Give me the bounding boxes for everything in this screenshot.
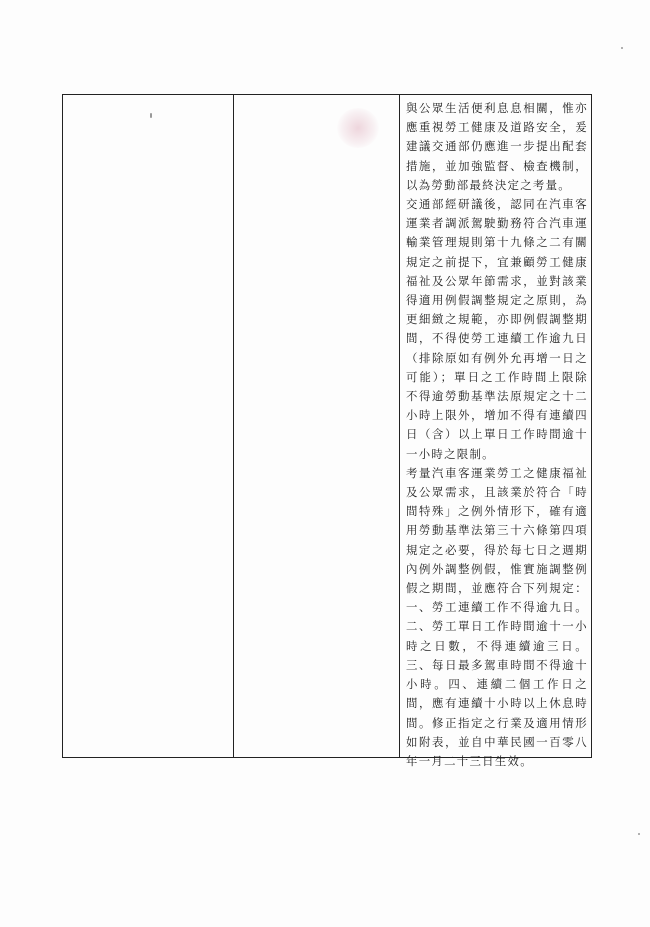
table-cell-middle <box>234 95 399 757</box>
scan-speck <box>621 47 623 49</box>
paragraph-explanation-1: 與公眾生活便利息息相關，惟亦應重視勞工健康及道路安全，爰建議交通部仍應進一步提出配套措施，並加強監督、檢查機制，以為勞動部最終決定之考量。 <box>406 101 588 192</box>
table-cell-left <box>63 95 233 757</box>
paragraph-explanation-3: 考量汽車客運業勞工之健康福祉及公眾需求，且該業於符合「時間特殊」之例外情形下，確有適用勞動基準法第三十六條第四項規定之必要，得於每七日之週期內例外調整例假，惟實施調整例假之期間，並應符合下列規定：一、勞工連續工作不得逾九日。二、勞工單日工作時間逾十一小時之日數，不得連續逾三日。三、每日最多駕車時間不得逾十小時。四、連續二個工作日之間，應有連續十小時以上休息時間。修正指定之行業及適用情形如附表，並自中華民國一百零八年一月二十三日生效。 <box>406 465 588 768</box>
paragraph-explanation-2: 交通部經研議後，認同在汽車客運業者調派駕駛勤務符合汽車運輸業管理規則第十九條之二有關規定之前提下，宜兼顧勞工健康福祉及公眾年節需求，並對該業得適用例假調整規定之原則，為更細緻之規範，亦即例假調整期間，不得使勞工連續工作逾九日（排除原如有例外允再增一日之可能）；單日之工作時間上限除不得逾勞動基準法原規定之十二小時上限外，增加不得有連續四日（含）以上單日工作時間逾十一小時之限制。 <box>406 197 588 461</box>
content-table <box>62 94 592 768</box>
column-divider <box>399 95 400 757</box>
table-cell-right <box>406 99 588 771</box>
scan-speck <box>638 833 640 835</box>
